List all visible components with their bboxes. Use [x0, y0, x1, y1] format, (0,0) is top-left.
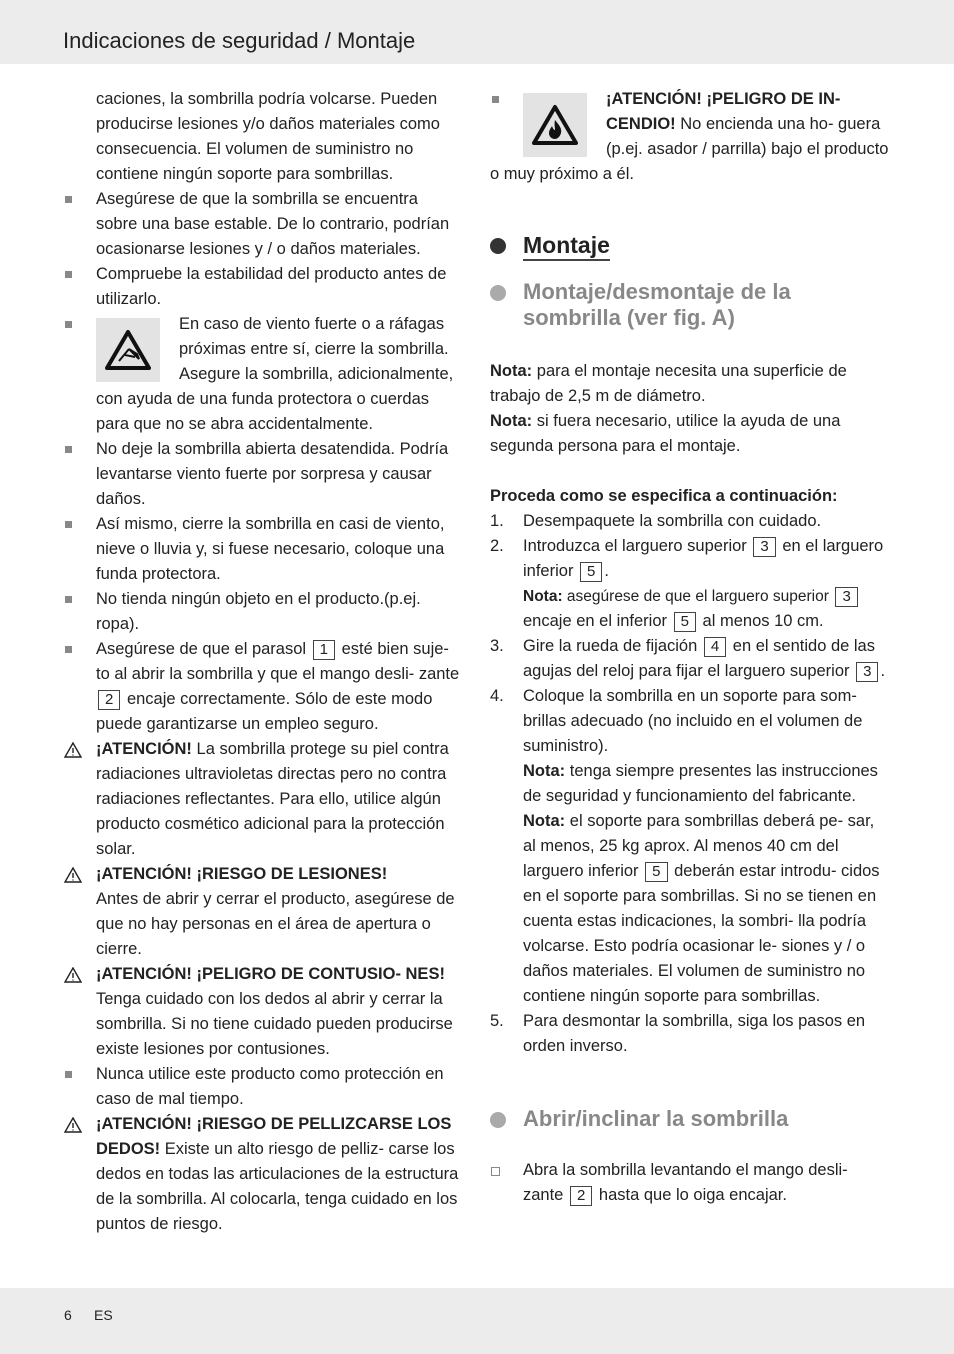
part-number-box: 1	[313, 640, 335, 660]
warning-triangle-icon	[64, 967, 82, 983]
square-bullet-icon	[65, 646, 72, 653]
note-paragraph: Nota: para el montaje necesita una superficie de trabajo de 2,5 m de diámetro.	[490, 362, 847, 405]
square-bullet-icon	[65, 596, 72, 603]
square-bullet-icon	[65, 196, 72, 203]
warning-triangle-icon	[64, 867, 82, 883]
paragraph: caciones, la sombrilla podría volcarse. Pueden producirse lesiones y/o daños materiales como consecuencia. El volumen de suministro no contiene ningún soporte para sombrillas.	[96, 90, 440, 183]
list-item: Compruebe la estabilidad del producto antes de utilizarlo.	[63, 262, 463, 312]
step-item: 5. Para desmontar la sombrilla, siga los pasos en orden inverso.	[490, 1012, 866, 1055]
part-number-box: 3	[835, 587, 857, 607]
step-item: 1. Desempaquete la sombrilla con cuidado.	[490, 512, 822, 530]
subsection-heading: Abrir/inclinar la sombrilla	[490, 1106, 890, 1132]
note-paragraph: Nota: si fuera necesario, utilice la ayuda de una segunda persona para el montaje.	[490, 412, 841, 455]
list-item: Asegúrese de que el parasol 1 esté bien suje- to al abrir la sombrilla y que el mango desli- zante 2 encaje correctamente. Sólo de este modo puede garantizarse un empleo seguro.	[63, 637, 463, 737]
page-title: Indicaciones de seguridad / Montaje	[63, 28, 416, 53]
part-number-box: 5	[674, 612, 696, 632]
heading-bullet-icon	[490, 285, 506, 301]
warning-item: ¡ATENCIÓN! ¡RIESGO DE PELLIZCARSE LOS DEDOS! Existe un alto riesgo de pelliz- carse los dedos en todas las articulaciones de la estructura de la sombrilla. Al colocarla, tenga cuidado en los puntos de riesgo.	[63, 1112, 463, 1237]
section-heading-montaje: Montaje	[490, 231, 890, 261]
square-bullet-icon	[65, 1071, 72, 1078]
procedure-heading: Proceda como se especifica a continuación:	[490, 487, 838, 505]
part-number-box: 3	[753, 537, 775, 557]
right-column	[490, 87, 890, 1208]
square-bullet-icon	[65, 321, 72, 328]
part-number-box: 2	[570, 1186, 592, 1206]
subsection-heading: Montaje/desmontaje de la sombrilla (ver fig. A)	[490, 279, 890, 331]
fire-warning-icon	[523, 93, 587, 157]
part-number-box: 5	[645, 862, 667, 882]
warning-item: ¡ATENCIÓN! La sombrilla protege su piel contra radiaciones ultravioletas directas pero no contra radiaciones reflectantes. Para ello, utilice algún producto cosmético adicional para la protección solar.	[63, 737, 463, 862]
part-number-box: 3	[856, 662, 878, 682]
warning-triangle-icon	[64, 1117, 82, 1133]
action-item: Abra la sombrilla levantando el mango desli- zante 2 hasta que lo oiga encajar.	[490, 1158, 890, 1208]
left-column	[63, 87, 463, 1237]
part-number-box: 4	[704, 637, 726, 657]
part-number-box: 2	[98, 690, 120, 710]
square-bullet-icon	[492, 96, 499, 103]
step-item: 3. Gire la rueda de fijación 4 en el sentido de las agujas del reloj para fijar el larguero superior 3 .	[490, 637, 886, 680]
warning-triangle-icon	[64, 742, 82, 758]
list-item: No deje la sombrilla abierta desatendida. Podría levantarse viento fuerte por sorpresa y causar daños.	[63, 437, 463, 512]
warning-item: ¡ATENCIÓN! ¡PELIGRO DE CONTUSIO- NES! Tenga cuidado con los dedos al abrir y cerrar la sombrilla. Si no tiene cuidado pueden producirse existe lesiones por contusiones.	[63, 962, 463, 1062]
heading-bullet-icon	[490, 1112, 506, 1128]
list-item: Asegúrese de que la sombrilla se encuentra sobre una base estable. De lo contrario, podrían ocasionarse lesiones y / o daños materiales.	[63, 187, 463, 262]
fire-warning-item: ¡ATENCIÓN! ¡PELIGRO DE IN- CENDIO! No encienda una ho- guera (p.ej. asador / parrilla) bajo el producto o muy próximo a él.	[490, 90, 889, 183]
page-header	[0, 0, 954, 64]
page-footer	[0, 1288, 954, 1354]
step-item: 2. Introduzca el larguero superior 3 en el larguero inferior 5 . Nota: asegúrese de que el larguero superior 3 encaje en el inferior 5 al menos 10 cm.	[490, 537, 884, 630]
warning-item: ¡ATENCIÓN! ¡RIESGO DE LESIONES! Antes de abrir y cerrar el producto, asegúrese de que no hay personas en el área de apertura o cierre.	[63, 862, 463, 962]
list-item: Así mismo, cierre la sombrilla en casi de viento, nieve o lluvia y, si fuese necesario, coloque una funda protectora.	[63, 512, 463, 587]
page-number: 6	[64, 1307, 72, 1323]
language-code: ES	[94, 1307, 113, 1323]
list-item: No tienda ningún objeto en el producto.(p.ej. ropa).	[63, 587, 463, 637]
step-item: 4. Coloque la sombrilla en un soporte para som- brillas adecuado (no incluido en el volumen de suministro). Nota: tenga siempre presentes las instrucciones de seguridad y funcionamiento del fabricante. Nota: el soporte para sombrillas deberá pe- sar, al menos, 25 kg aprox. Al menos 40 cm del larguero inferior 5 deberán estar introdu- cidos en el soporte para sombrillas. Si no se tienen en cuenta estas indicaciones, la sombri- lla podría volcarse. Esto podría ocasionar le- siones y / o daños materiales. El volumen de suministro no contiene ningún soporte para sombrillas.	[490, 687, 880, 1005]
square-bullet-icon	[65, 271, 72, 278]
square-bullet-icon	[65, 446, 72, 453]
part-number-box: 5	[580, 562, 602, 582]
list-item: Nunca utilice este producto como protección en caso de mal tiempo.	[63, 1062, 463, 1112]
open-square-bullet-icon	[491, 1167, 500, 1176]
list-item-wind: En caso de viento fuerte o a ráfagas próximas entre sí, cierre la sombrilla. Asegure la sombrilla, adicionalmente, con ayuda de una funda protectora o cuerdas para que no se abra accidentalmente.	[63, 312, 463, 437]
heading-bullet-icon	[490, 238, 506, 254]
square-bullet-icon	[65, 521, 72, 528]
wind-warning-icon	[96, 318, 160, 382]
